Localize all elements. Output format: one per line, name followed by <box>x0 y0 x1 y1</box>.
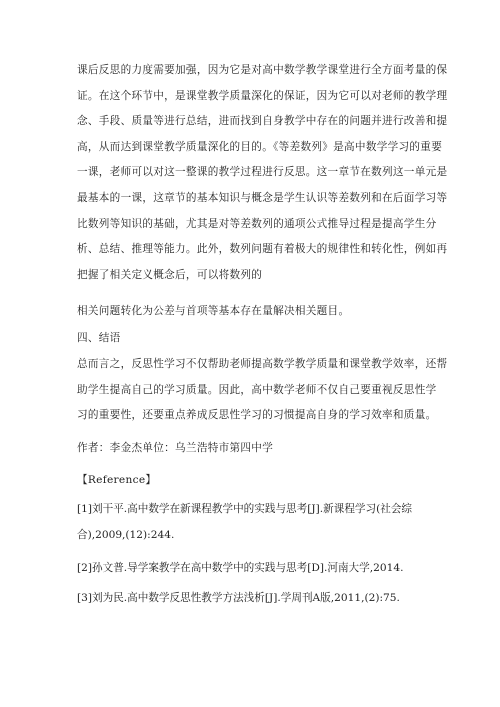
text-line: 比数列等知识的基础，尤其是对等差数列的通项公式推导过程是提高学生分 <box>77 217 437 230</box>
text-line: 习的重要性，还要重点养成反思性学习的习惯提高自身的学习效率和质量。 <box>77 409 437 422</box>
text-line: 助学生提高自己的学习质量。因此，高中数学老师不仅自己要重视反思性学 <box>77 383 437 396</box>
reference-item <box>77 586 422 612</box>
body-paragraph-continuation: 相关问题转化为公差与首项等基本存在量解决相关题目。 <box>77 305 350 317</box>
reference-line: [1]刘干平.高中数学在新课程教学中的实践与思考[J].新课程学习(社会综 <box>77 503 413 515</box>
text-line: 高，从而达到课堂教学质量深化的目的。《等差数列》是高中数学学习的重要 <box>77 140 443 153</box>
text-line: 念、手段、质量等进行总结，进而找到自身教学中存在的问题并进行改善和提 <box>77 115 448 128</box>
reference-line: 合),2009,(12):244. <box>77 528 175 541</box>
text-line: 析、总结、推理等能力。此外，数列问题有着极大的规律性和转化性，例如再 <box>77 243 448 256</box>
section-heading: 四、结语 <box>77 332 121 344</box>
text-line: 总而言之，反思性学习不仅帮助老师提高数学教学质量和课堂教学效率，还帮 <box>77 358 448 370</box>
reference-line: [2]孙文普.导学案教学在高中数学中的实践与思考[D].河南大学,2014. <box>77 562 404 574</box>
reference-line: [3]刘为民.高中数学反思性教学方法浅析[J].学周刊A版,2011,(2):75. <box>77 592 400 604</box>
text-line: 把握了相关定义概念后，可以将数列的 <box>77 268 263 281</box>
reference-item <box>77 556 422 582</box>
reference-item <box>77 497 422 548</box>
reference-heading: 【Reference】 <box>77 474 157 486</box>
body-paragraph <box>77 58 448 288</box>
text-line: 一课，老师可以对这一整课的教学过程进行反思。这一章节在数列这一单元是 <box>77 166 448 179</box>
author-line: 作者：李金杰单位：乌兰浩特市第四中学 <box>77 442 274 454</box>
text-line: 最基本的一课，这章节的基本知识与概念是学生认识等差数列和在后面学习等 <box>77 191 448 204</box>
text-line: 证。在这个环节中，是课堂教学质量深化的保证，因为它可以对老师的教学理 <box>77 89 448 102</box>
text-line: 课后反思的力度需要加强，因为它是对高中数学教学课堂进行全方面考量的保 <box>77 64 448 76</box>
conclusion-paragraph <box>77 352 448 429</box>
